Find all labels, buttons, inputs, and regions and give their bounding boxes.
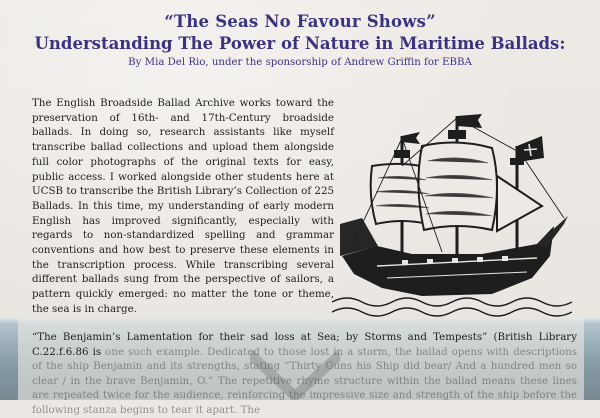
woodcut-ship-illustration (332, 106, 572, 326)
intro-paragraph: The English Broadside Ballad Archive works toward the preservation of 16th- and 17th-Century broadside ballads. In doing so, research assistants like myself transcribe ballad collections and upload them alongside full color photographs of the original texts for easy, public access. I worked alongside other students here at UCSB to transcribe the British Library’s Collection of 225 Ballads. In this time, my understanding of early modern English has improved significantly, especially with regards to non-standardized spelling and grammar conventions and how best to preserve these elements in the transcription process. While transcribing several different ballads sung from the perspective of sailors, a pattern quickly emerged: no matter the tone or theme, the sea is in charge. (32, 97, 334, 315)
body-lead-text: “The Benjamin’s Lamentation for their sad loss at Sea; by Storms and Tempests” (British Library C.22.f.6.86 is (32, 331, 577, 358)
chevron-watermark-icon (250, 350, 340, 400)
title-quote: “The Seas No Favour Shows” (164, 12, 436, 31)
body-rest-text: one such example. Dedicated to those lost in a storm, the ballad opens with descriptions of the ship Benjamin and its strengths, stating “Thirty Guns his Ship did bear/ And a hundred men so clear / in the brave Benjamin, O.” The repetitive rhyme structure within the ballad means these lines are repeated twice for the audience, reinforcing the impressive size and strength of the ship before the following stanza begins to tear it apart. The (32, 345, 577, 416)
byline: By Mia Del Rio, under the sponsorship of Andrew Griffin for EBBA (128, 57, 472, 68)
title-subtitle: Understanding The Power of Nature in Maritime Ballads: (34, 34, 566, 53)
